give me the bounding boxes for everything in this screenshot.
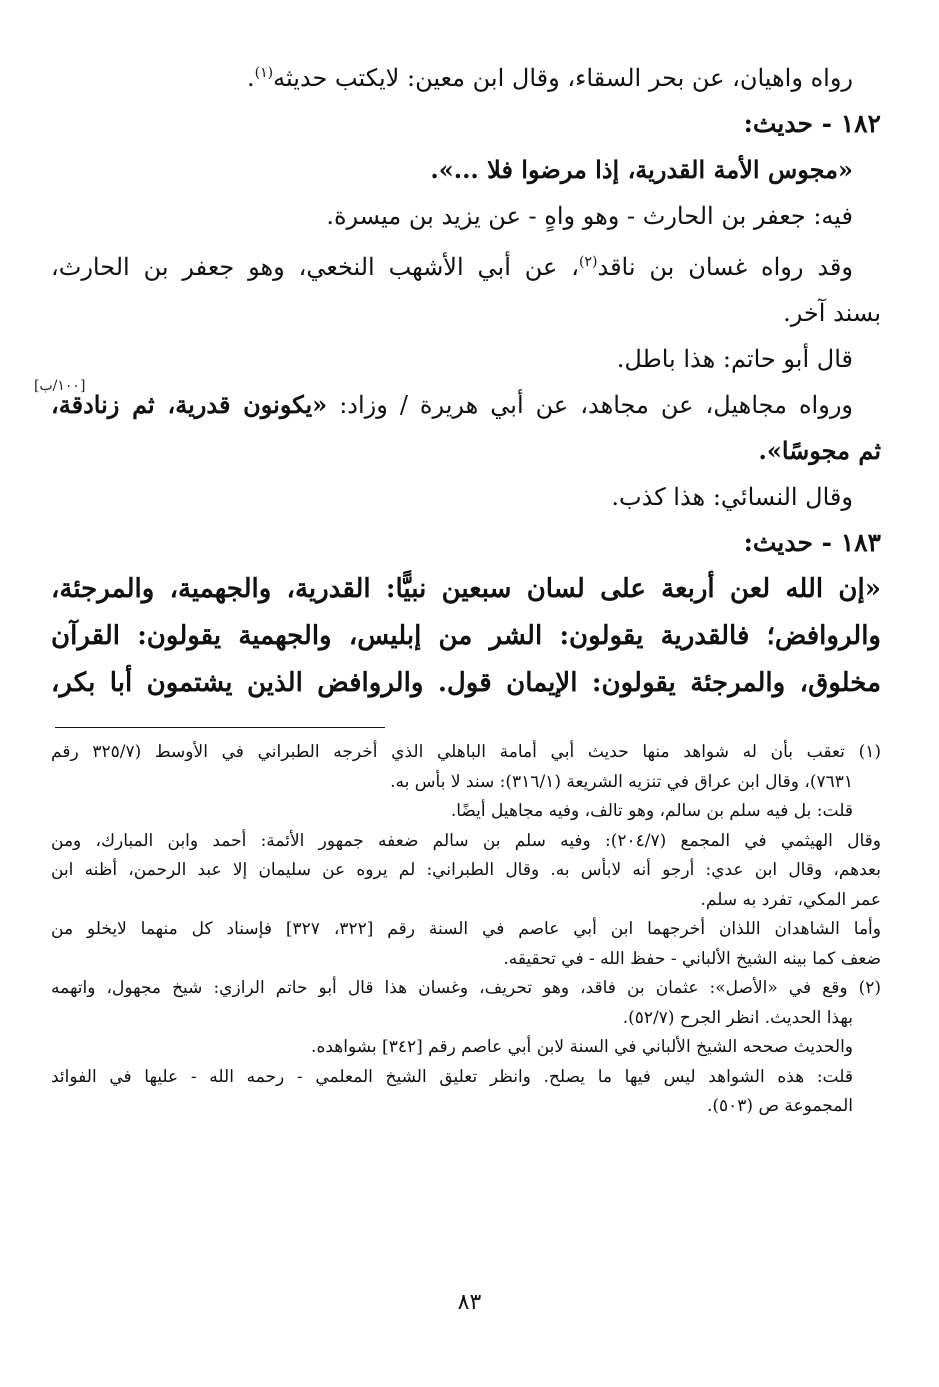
hadith-text-183: مخلوق، والمرجئة يقولون: الإيمان قول. والروافض الذين يشتمون أبا بكر، — [51, 668, 881, 698]
footnote-line: ضعف كما بينه الشيخ الألباني - حفظ الله - في تحقيقه. — [503, 948, 881, 969]
footnote-line: بهذا الحديث. انظر الجرح (٥٢/٧). — [622, 1007, 853, 1028]
footnote-line: (٢) وقع في «الأصل»: عثمان بن فاقد، وهو تحريف، وغسان هذا قال أبو حاتم الرازي: شيخ مجهول، واتهمه — [51, 978, 881, 998]
hadith-text-183: والروافض؛ فالقدرية يقولون: الشر من إبليس، والجهمية يقولون: القرآن — [51, 621, 881, 651]
footnote-line: والحديث صححه الشيخ الألباني في السنة لابن أبي عاصم رقم [٣٤٢] بشواهده. — [311, 1037, 853, 1057]
manuscript-folio-marker: [١٠٠/ب] — [34, 378, 86, 394]
text-line: وقال النسائي: هذا كذب. — [611, 483, 853, 511]
main-text — [51, 50, 881, 707]
footnote-ref-1[interactable]: (١) — [254, 65, 274, 81]
hadith-text-182: «مجوس الأمة القدرية، إذا مرضوا فلا ...». — [430, 155, 853, 184]
footnote-line: قلت: بل فيه سلم بن سالم، وهو تالف، وفيه مجاهيل أيضًا. — [450, 801, 853, 821]
footnotes — [51, 738, 881, 1122]
footnote-separator — [55, 727, 385, 728]
footnote-line: بعدهم، وقال ابن عدي: أرجو أنه لابأس به. وقال الطبراني: لم يروه عن سليمان إلا عبد الرحمن، أظنه ابن — [51, 860, 881, 880]
page-number: ٨٣ — [457, 1290, 482, 1315]
text-line: فيه: جعفر بن الحارث - وهو واهٍ - عن يزيد بن ميسرة. — [326, 202, 853, 230]
bold-quote: «يكونون قدرية، ثم زنادقة، — [51, 390, 328, 419]
footnote-line: وقال الهيثمي في المجمع (٢٠٤/٧): وفيه سلم بن سالم ضعفه جمهور الأئمة: أحمد وابن المبارك، ومن — [51, 830, 881, 851]
footnote-line: قلت: هذه الشواهد ليس فيها ما يصلح. وانظر تعليق الشيخ المعلمي - رحمه الله - عليها في الفوائد — [51, 1066, 853, 1087]
footnote-line: المجموعة ص (٥٠٣). — [706, 1096, 853, 1116]
text-line: ورواه مجاهيل، عن مجاهد، عن أبي هريرة / وزاد: «يكونون قدرية، ثم زنادقة، — [51, 390, 853, 419]
text-line: بسند آخر. — [783, 299, 881, 327]
footnote-line: عمر المكي، تفرد به سلم. — [700, 889, 881, 910]
text-line: وقد رواه غسان بن ناقد$^{(٢)}$، عن أبي الأشهب النخعي، وهو جعفر بن الحارث، — [51, 253, 853, 281]
hadith-text-183: «إن الله لعن أربعة على لسان سبعين نبيًّا: القدرية، والجهمية، والمرجئة، — [51, 574, 881, 604]
footnote-line: (١) تعقب بأن له شواهد منها حديث أبي أمامة الباهلي الذي أخرجه الطبراني في الأوسط (٣٢٥/٧ رقم — [51, 742, 881, 762]
hadith-heading-183: ١٨٣ - حديث: — [743, 528, 881, 557]
footnote-line: ٧٦٣١)، وقال ابن عراق في تنزيه الشريعة (٣١٦/١): سند لا بأس به. — [390, 771, 853, 792]
footnote-ref-2[interactable]: (٢) — [579, 254, 598, 270]
text-line: قال أبو حاتم: هذا باطل. — [616, 345, 853, 373]
text-line: رواه واهيان، عن بحر السقاء، وقال ابن معين: لايكتب حديثه$^{(١)}$. — [246, 64, 853, 92]
hadith-heading-182: ١٨٢ - حديث: — [743, 109, 881, 138]
text-line: ثم مجوسًا». — [758, 436, 881, 465]
footnote-line: وأما الشاهدان اللذان أخرجهما ابن أبي عاصم في السنة رقم [٣٢٢، ٣٢٧] فإسناد كل منهما لايخلو من — [51, 919, 881, 939]
